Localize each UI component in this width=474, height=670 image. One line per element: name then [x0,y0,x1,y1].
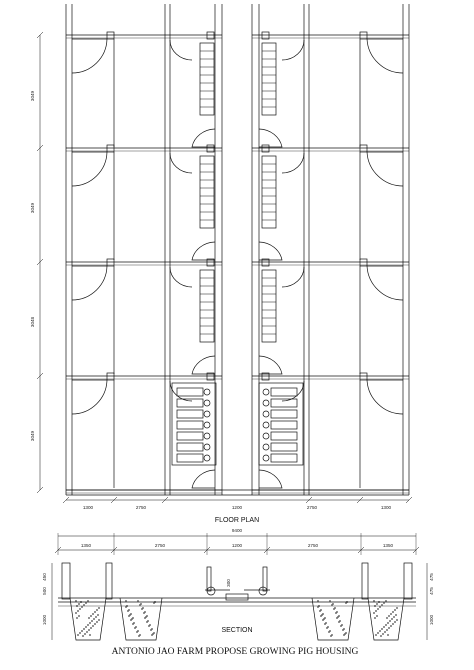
gravel-dot [81,630,83,632]
gravel-dot [125,600,127,602]
gravel-dot [98,619,100,621]
gravel-dot [343,634,345,636]
floor-plan [37,4,412,503]
gravel-dot [139,604,141,606]
gravel-dot [75,612,77,614]
section-top-dim-2: 2750 [154,543,166,548]
gravel-dot [394,621,396,623]
drinker-bowl [263,411,269,417]
gravel-dot [84,633,86,635]
gravel-dot [95,616,97,618]
gravel-dot [340,625,342,627]
gravel-dot [338,621,340,623]
gravel-dot [77,634,79,636]
gravel-dot [376,603,378,605]
gate-swing [259,470,282,488]
gravel-dot [388,627,390,629]
gravel-dot [79,608,81,610]
drinker-bowl [263,455,269,461]
drinker-bowl [204,389,210,395]
feeder [200,43,214,115]
gravel-dot [141,608,143,610]
gravel-dot [335,612,337,614]
gate-swing [367,380,403,414]
gravel-dot [83,604,85,606]
gate-swing [259,242,282,260]
gravel-dot [379,630,381,632]
gravel-dot [377,608,379,610]
feeder [200,270,214,342]
gravel-dot [382,633,384,635]
gravel-dot [376,615,378,617]
gravel-dot [79,632,81,634]
drinker-bowl [263,422,269,428]
drinker [271,410,297,418]
gravel-dot [394,609,396,611]
drinker-bowl [204,455,210,461]
gate-swing [259,129,282,147]
gate-swing [170,381,192,401]
drawing-title: ANTONIO JAO FARM PROPOSE GROWING PIG HOUSING [111,647,359,657]
right-dim-2: 475 [429,587,434,595]
gate-swing [282,381,304,401]
gravel-dot [137,600,139,602]
section-top-dim-4: 2750 [307,543,319,548]
gate-swing [192,470,215,488]
gravel-dot [151,634,153,636]
feeder [262,156,276,228]
gravel-dot [330,635,332,637]
gate-swing [170,153,192,173]
gravel-dot [90,627,92,629]
gravel-dot [387,634,389,636]
right-dim-1: 475 [429,573,434,581]
gravel-dot [150,629,152,631]
drinker [271,454,297,462]
drinker [271,432,297,440]
gravel-dot [390,613,392,615]
gravel-dot [128,615,130,617]
gravel-dot [87,624,89,626]
drinker [271,443,297,451]
gravel-dot [78,603,80,605]
gravel-dot [329,600,331,602]
gravel-dot [396,619,398,621]
bottom-dim-4: 2750 [306,505,318,510]
gate-swing [367,39,403,73]
gravel-dot [82,635,84,637]
feeder [200,156,214,228]
gravel-dot [381,604,383,606]
gravel-dot [373,612,375,614]
drinker [177,443,203,451]
drinker-bowl [263,444,269,450]
gate-swing [192,242,215,260]
gravel-dot [396,607,398,609]
drinker-bowl [204,400,210,406]
wall-inner [362,563,368,599]
gravel-dot [324,623,326,625]
gravel-dot [389,620,391,622]
bottom-dim-2: 2750 [135,505,147,510]
section-label: SECTION [221,627,253,634]
drinker [271,388,297,396]
drinker [271,399,297,407]
gravel-dot [78,615,80,617]
gate-swing [170,267,192,287]
gravel-dot [153,602,155,604]
section-top-dim-5: 1350 [382,543,394,548]
gate-swing [282,40,304,60]
gate-swing [72,39,107,73]
left-dim-1: 450 [42,573,47,581]
drinker [177,410,203,418]
gravel-dot [125,606,127,608]
gravel-dot [377,632,379,634]
gravel-dot [85,602,87,604]
gate-swing [367,152,403,186]
gravel-dot [333,608,335,610]
gravel-dot [390,625,392,627]
gravel-dot [87,600,89,602]
gravel-dot [97,614,99,616]
right-dim-3: 1000 [429,614,434,626]
center-dim: 300 [226,579,231,587]
gravel-dot [388,615,390,617]
bottom-dim-5: 1300 [380,505,392,510]
drinker-bank [172,383,216,465]
gravel-dot [381,628,383,630]
gate-swing [282,153,304,173]
footing [368,598,404,640]
drinker [177,432,203,440]
gravel-dot [96,609,98,611]
gravel-dot [392,623,394,625]
wall-right [404,563,412,599]
drinker [177,421,203,429]
gravel-dot [76,617,78,619]
gate-swing [259,356,282,374]
gravel-dot [148,625,150,627]
section-drawing [52,533,427,640]
gravel-dot [144,617,146,619]
gravel-dot [319,610,321,612]
gravel-dot [92,625,94,627]
bottom-dim-3: 1200 [231,505,243,510]
gravel-dot [379,606,381,608]
gravel-dot [132,623,134,625]
gate-swing [192,129,215,147]
gate-swing [170,40,192,60]
gravel-dot [90,615,92,617]
footing [120,598,162,640]
gravel-dot [83,628,85,630]
gravel-dot [385,624,387,626]
drinker-bowl [204,433,210,439]
vertical-dim-4: 3049 [30,430,35,442]
gravel-dot [374,617,376,619]
left-dim-3: 1000 [42,614,47,626]
gate-swing [72,152,107,186]
drinker [271,421,297,429]
gravel-dot [88,629,90,631]
gate-swing [72,266,107,300]
gravel-dot [136,631,138,633]
gravel-dot [127,610,129,612]
wall-left [62,563,70,599]
gravel-dot [395,614,397,616]
gravel-dot [93,618,95,620]
floor-plan-label: FLOOR PLAN [214,517,260,524]
gravel-dot [317,600,319,602]
footing [312,598,354,640]
gate-swing [72,380,107,414]
vertical-dim-2: 3049 [30,202,35,214]
floor-plan-dimensions [30,90,392,510]
drinker-bowl [263,389,269,395]
gravel-dot [85,626,87,628]
gravel-dot [386,617,388,619]
gravel-dot [322,619,324,621]
gravel-dot [130,619,132,621]
gravel-dot [380,635,382,637]
drinker [177,399,203,407]
overall-dim: 9400 [231,528,243,533]
gravel-dot [92,613,94,615]
drinker-bowl [204,444,210,450]
drinker [177,454,203,462]
gravel-dot [94,611,96,613]
gravel-dot [342,629,344,631]
gravel-dot [391,618,393,620]
gate-swing [282,267,304,287]
gravel-dot [392,611,394,613]
gravel-dot [387,622,389,624]
gravel-dot [331,604,333,606]
gate-swing [192,356,215,374]
gate-swing [367,266,403,300]
gravel-dot [336,617,338,619]
gravel-dot [138,635,140,637]
drinker-bowl [263,433,269,439]
gravel-dot [384,631,386,633]
drinker-bowl [263,400,269,406]
footing [70,598,106,640]
wall-inner [106,563,112,599]
gravel-dot [393,616,395,618]
gravel-dot [328,631,330,633]
gravel-dot [77,610,79,612]
gravel-dot [375,634,377,636]
gravel-dot [146,621,148,623]
gravel-dot [98,607,100,609]
gravel-dot [326,627,328,629]
gravel-dot [373,600,375,602]
feeder [262,43,276,115]
gravel-dot [143,612,145,614]
gravel-dot [383,626,385,628]
gravel-dot [375,610,377,612]
gravel-dot [88,617,90,619]
gravel-dot [81,606,83,608]
gravel-dot [345,602,347,604]
gravel-dot [134,627,136,629]
left-dim-2: 500 [42,587,47,595]
gravel-dot [386,629,388,631]
bottom-dim-1: 1300 [82,505,94,510]
drinker [177,388,203,396]
gravel-dot [385,600,387,602]
section-top-dim-3: 1200 [231,543,243,548]
gravel-dot [317,606,319,608]
vertical-dim-3: 3048 [30,316,35,328]
gravel-dot [75,600,77,602]
feeder [262,270,276,342]
gravel-dot [86,631,88,633]
gravel-dot [91,620,93,622]
drinker-bowl [204,422,210,428]
gravel-dot [94,623,96,625]
gravel-dot [96,621,98,623]
gravel-dot [89,634,91,636]
vertical-dim-1: 3049 [30,90,35,102]
center-curb [226,594,248,600]
drinker-bowl [204,411,210,417]
gravel-dot [383,602,385,604]
gravel-dot [320,615,322,617]
section-top-dim-1: 1350 [80,543,92,548]
gravel-dot [89,622,91,624]
